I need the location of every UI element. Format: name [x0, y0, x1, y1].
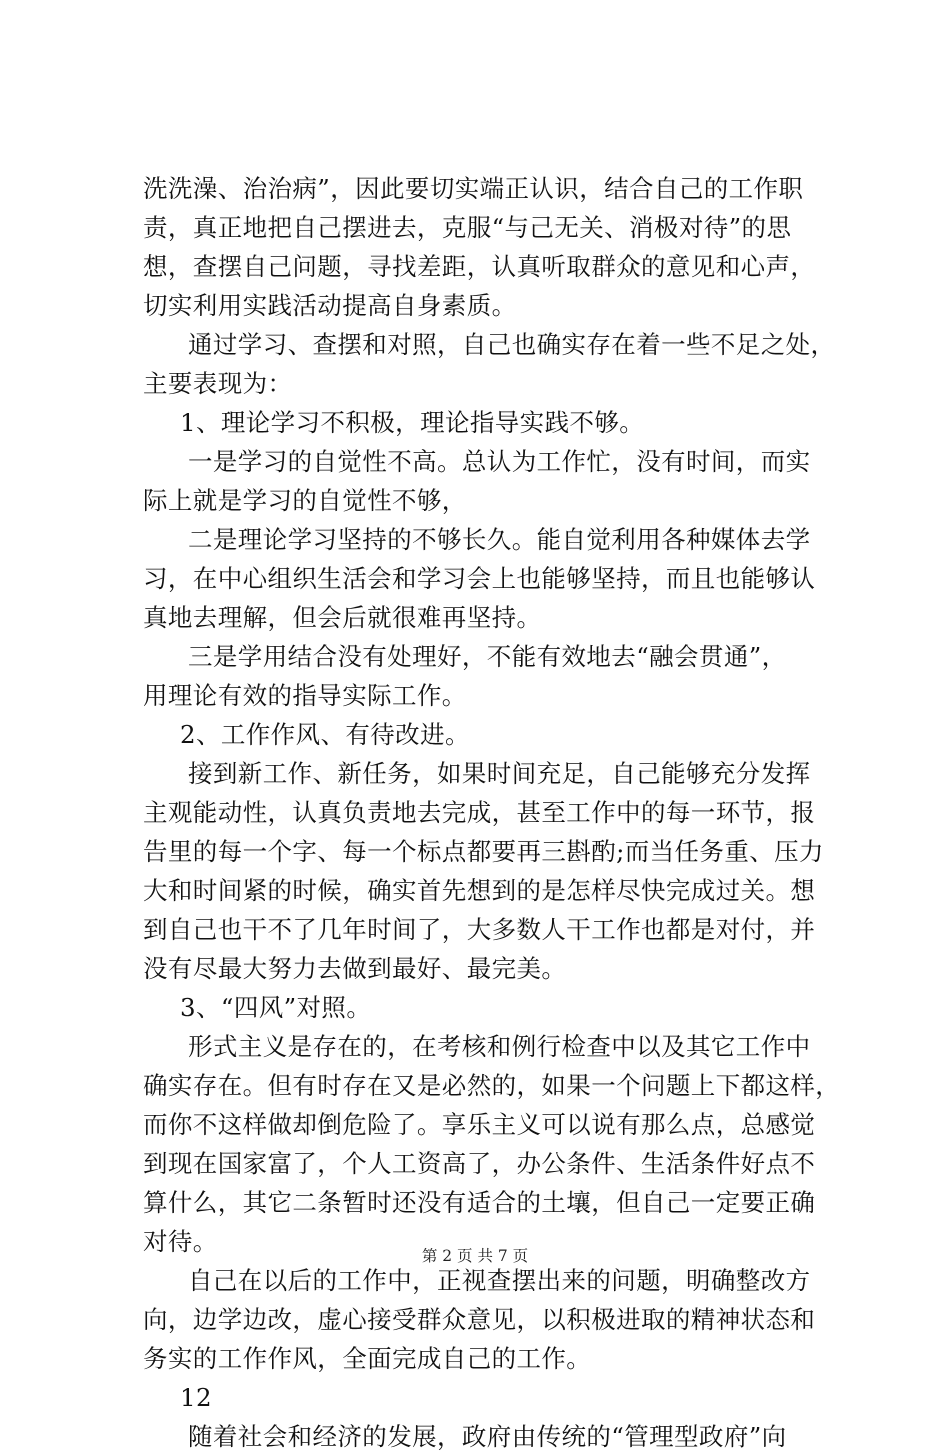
text-line: 到自己也干不了几年时间了，大多数人干工作也都是对付，并	[143, 915, 816, 944]
text-line: 责，真正地把自己摆进去，克服“与己无关、消极对待”的思	[143, 213, 792, 242]
text-line: 没有尽最大努力去做到最好、最完美。	[143, 954, 567, 983]
text-line: 3、“四风”对照。	[180, 993, 372, 1022]
text-line: 一是学习的自觉性不高。总认为工作忙，没有时间，而实	[188, 447, 811, 476]
text-line: 向，边学边改，虚心接受群众意见，以积极进取的精神状态和	[143, 1305, 816, 1334]
text-line: 际上就是学习的自觉性不够，	[143, 486, 467, 515]
text-line: 通过学习、查摆和对照，自己也确实存在着一些不足之处，	[188, 330, 836, 359]
text-line: 自己在以后的工作中，正视查摆出来的问题，明确整改方	[188, 1266, 811, 1295]
text-line: 形式主义是存在的，在考核和例行检查中以及其它工作中	[188, 1032, 811, 1061]
text-line: 想，查摆自己问题，寻找差距，认真听取群众的意见和心声，	[143, 252, 816, 281]
text-line: 接到新工作、新任务，如果时间充足，自己能够充分发挥	[188, 759, 811, 788]
text-line: 1、理论学习不积极，理论指导实践不够。	[180, 408, 645, 437]
text-line: 主要表现为：	[143, 369, 293, 398]
text-line: 真地去理解，但会后就很难再坚持。	[143, 603, 542, 632]
text-line: 确实存在。但有时存在又是必然的，如果一个问题上下都这样，	[143, 1071, 841, 1100]
text-line: 用理论有效的指导实际工作。	[143, 681, 467, 710]
text-line: 随着社会和经济的发展，政府由传统的“管理型政府”向	[188, 1422, 787, 1451]
text-line: 切实利用实践活动提高自身素质。	[143, 291, 517, 320]
text-line: 算什么，其它二条暂时还没有适合的土壤，但自己一定要正确	[143, 1188, 816, 1217]
page-number-footer: 第 2 页 共 7 页	[421, 1247, 529, 1265]
text-line: 而你不这样做却倒危险了。享乐主义可以说有那么点，总感觉	[143, 1110, 816, 1139]
text-line: 对待。	[143, 1227, 218, 1256]
text-line: 2、工作作风、有待改进。	[180, 720, 470, 749]
text-line: 习，在中心组织生活会和学习会上也能够坚持，而且也能够认	[143, 564, 816, 593]
text-line: 主观能动性，认真负责地去完成，甚至工作中的每一环节，报	[143, 798, 816, 827]
text-line: 务实的工作作风，全面完成自己的工作。	[143, 1344, 592, 1373]
text-line: 告里的每一个字、每一个标点都要再三斟酌;而当任务重、压力	[143, 837, 824, 866]
text-line: 洗洗澡、治治病”，因此要切实端正认识，结合自己的工作职	[143, 174, 804, 203]
text-line: 大和时间紧的时候，确实首先想到的是怎样尽快完成过关。想	[143, 876, 816, 905]
text-line: 三是学用结合没有处理好，不能有效地去“融会贯通”，	[188, 642, 787, 671]
text-line: 二是理论学习坚持的不够长久。能自觉利用各种媒体去学	[188, 525, 811, 554]
text-line: 12	[180, 1383, 212, 1412]
text-line: 到现在国家富了，个人工资高了，办公条件、生活条件好点不	[143, 1149, 816, 1178]
